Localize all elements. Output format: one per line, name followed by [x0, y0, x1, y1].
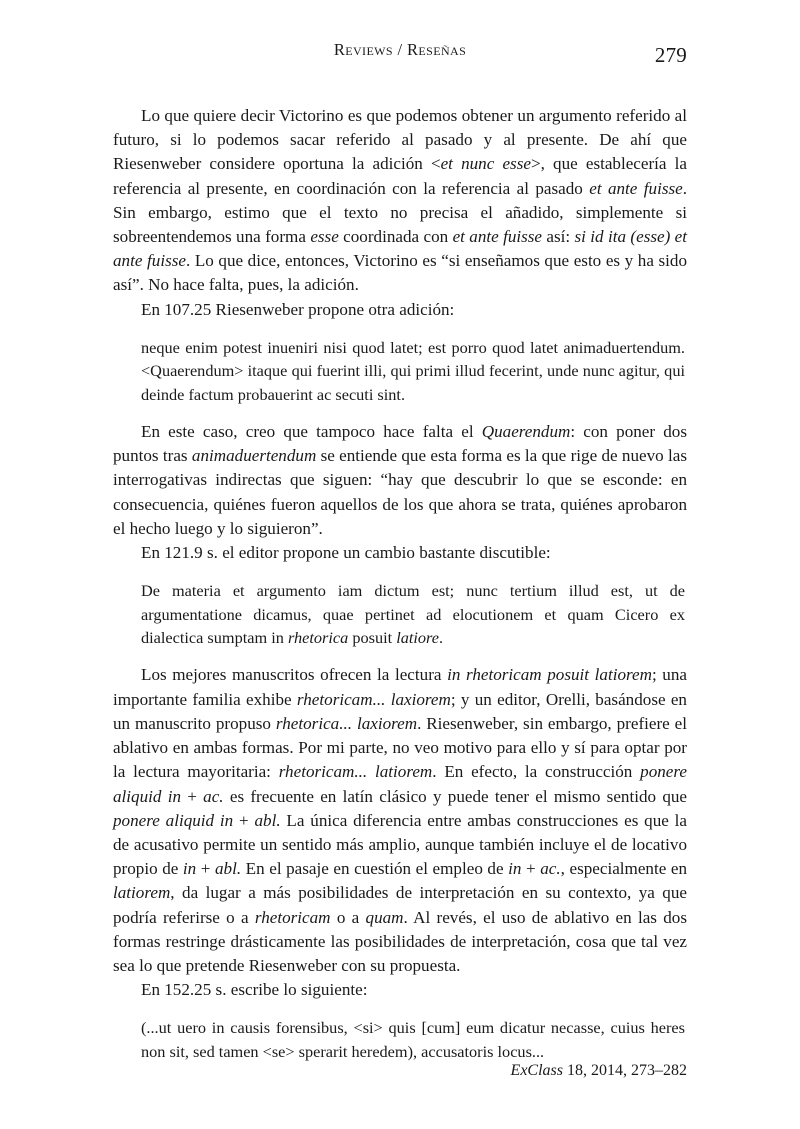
text-run: es frecuente en latín clásico y puede tener el mismo sentido que [223, 786, 687, 806]
latin-word-in: in [182, 859, 197, 879]
latin-word-latiorem: latiorem [113, 883, 171, 903]
text-run: . Sin embargo, estimo que el texto no precisa el añadido, simplemente si sobreentendemos una forma [113, 178, 687, 247]
latin-word-quaerendum: Quaerendum [481, 422, 571, 442]
text-run: . En efecto, la construcción [432, 762, 641, 782]
latin-word-quam: quam [365, 907, 404, 927]
running-head [113, 40, 687, 68]
page-footer [113, 1062, 687, 1080]
latin-phrase-ponere-aliquid-in: ponere aliquid in [113, 762, 687, 806]
paragraph-121-9: En 121.9 s. el editor propone un cambio bastante discutible: [141, 543, 551, 563]
latin-phrase-et-ante-fuisse: et ante fuisse [589, 178, 683, 198]
abbrev-abl-2: abl. [214, 859, 242, 879]
paragraph-quaerendum [113, 420, 687, 541]
body-text [113, 104, 687, 1063]
text-run: ; y un editor, Orelli, basándose en un manuscrito propuso [113, 689, 687, 733]
paragraph-manuscritos [113, 663, 687, 978]
text-run: + [181, 786, 204, 806]
text-run: La única diferencia entre ambas construcciones es que la de acusativo permite un sentido más amplio, aunque también incluye el de locativo propio de [113, 810, 687, 879]
latin-word-animaduertendum: animaduertendum [191, 446, 317, 466]
latin-phrase-ponere-aliquid-in-2: ponere aliquid in [113, 810, 234, 830]
text-run: . [439, 628, 444, 648]
text-run: En el pasaje en cuestión el empleo de [241, 859, 509, 879]
text-run: . Lo que dice, entonces, Victorino es “si enseñamos que esto es y ha sido así”. No hace falta, pues, la adición. [113, 251, 688, 295]
abbrev-ac-2: ac. [540, 859, 561, 879]
text-run: ; una importante familia exhibe [113, 665, 687, 709]
latin-word-rhetorica: rhetorica [287, 628, 349, 648]
text-run: En este caso, creo que tampoco hace falta el [141, 422, 482, 442]
text-run: . Al revés, el uso de ablativo en las dos formas restringe drásticamente las posibilidades de interpretación, cosa que tal vez sea lo que pretende Riesenweber con su propuesta. [113, 907, 687, 975]
text-run: , especialmente en [560, 859, 687, 879]
text-run: , da lugar a más posibilidades de interpretación en su contexto, ya que podría referirse o a [113, 883, 687, 927]
text-run: Lo que quiere decir Victorino es que podemos obtener un argumento referido al futuro, si lo podemos sacar referido al pasado y al presente. De ahí que Riesenweber considere oportuna la adición < [113, 106, 687, 174]
journal-citation: 18, 2014, 273–282 [563, 1062, 687, 1079]
journal-name: ExClass [510, 1062, 563, 1079]
text-run: De materia et argumento iam dictum est; nunc tertium illud est, ut de argumentatione dicamus, quae pertinet ad elocutionem et quam Cicero ex dialectica sumptam in [141, 581, 685, 648]
latin-phrase-si-id-ita: si id ita (esse) et ante fuisse [113, 227, 687, 271]
blockquote-107-25: neque enim potest inueniri nisi quod latet; est porro quod latet animaduertendum. <Quaerendum> itaque qui fuerint illi, qui primi illud fecerint, unde nunc agitur, qui deinde factum probauerint ac secuti sint. [141, 337, 685, 404]
text-run: + [233, 810, 255, 830]
text-run: posuit [348, 628, 397, 648]
latin-word-esse: esse [310, 227, 339, 247]
text-run: se entiende que esta forma es la que rige de nuevo las interrogativas indirectas que siguen: “hay que descubrir lo que se esconde: en consecuencia, quiénes fueron aquellos de los que ahora se trata, quiénes aprobaron el hecho luego y lo siguieron”. [113, 446, 687, 538]
latin-phrase-rhetoricam-laxiorem: rhetoricam... laxiorem [296, 689, 451, 709]
abbrev-abl: abl. [254, 810, 281, 830]
abbrev-ac: ac. [203, 786, 224, 806]
text-run: Los mejores manuscritos ofrecen la lectura [141, 665, 448, 685]
text-run: + [196, 859, 215, 879]
page-number: 279 [654, 43, 687, 67]
text-run: : con poner dos puntos tras [113, 422, 687, 466]
latin-phrase-rhetoricam-latiorem: rhetoricam... latiorem [278, 762, 433, 782]
blockquote-152-25: (...ut uero in causis forensibus, <si> quis [cum] eum dicatur necasse, cuius heres non sit, sed tamen <se> sperarit heredem), accusatoris locus... [141, 1018, 685, 1061]
text-run: coordinada con [338, 227, 453, 247]
paragraph-victorino [113, 104, 687, 298]
latin-phrase-in-rhetoricam-posuit-latiorem: in rhetoricam posuit latiorem [447, 665, 652, 685]
blockquote-121-9 [113, 579, 687, 649]
text-run: o a [330, 907, 366, 927]
text-run: así: [542, 227, 575, 247]
paragraph-107-25: En 107.25 Riesenweber propone otra adición: [141, 299, 455, 319]
text-run: >, que establecería la referencia al presente, en coordinación con la referencia al pasado [113, 154, 687, 198]
latin-word-latiore: latiore [396, 628, 440, 648]
latin-phrase-et-ante-fuisse-2: et ante fuisse [452, 227, 543, 247]
latin-word-rhetoricam-2: rhetoricam [254, 907, 331, 927]
text-run: + [521, 859, 541, 879]
latin-phrase-et-nunc-esse: et nunc esse [440, 154, 531, 174]
text-run: . Riesenweber, sin embargo, prefiere el ablativo en ambas formas. Por mi parte, no veo motivo para ello y sí para optar por la lectura mayoritaria: [113, 713, 688, 782]
latin-phrase-rhetorica-laxiorem: rhetorica... laxiorem [275, 713, 418, 733]
running-head-title: Reviews / Reseñas [333, 40, 467, 59]
paragraph-152-25: En 152.25 s. escribe lo siguiente: [141, 980, 368, 1000]
latin-word-in-2: in [508, 859, 522, 879]
